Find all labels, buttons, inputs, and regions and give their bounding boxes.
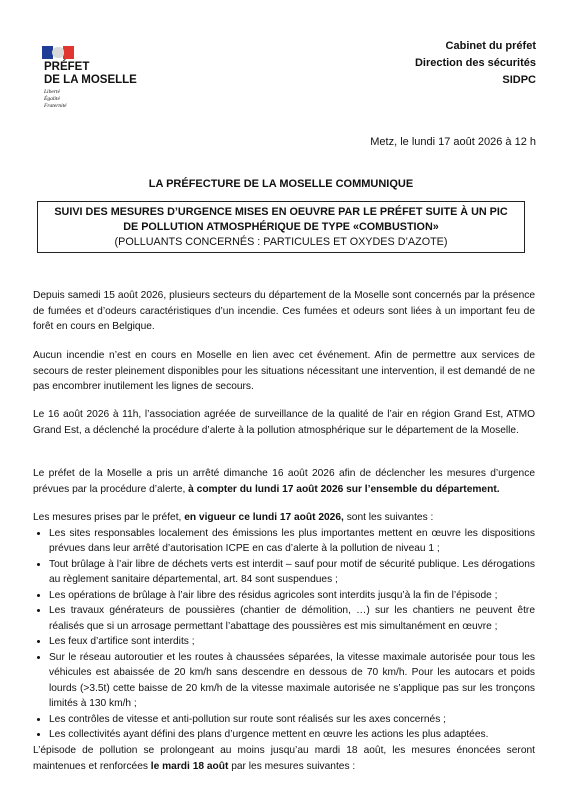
marianne-logo-flag <box>42 46 74 59</box>
measures-intro <box>33 510 535 526</box>
prefet-line-1: PRÉFET <box>44 61 90 73</box>
list-item: • Les feux d’artifice sont interdits ; <box>49 634 535 650</box>
paragraph-text: Le 16 août 2026 à 11h, l’association agréée de surveillance de la qualité de l’air en région Grand Est, ATMO Grand Est, a déclenché la procédure d’alerte à la pollution atmosphérique sur le département de la Moselle. <box>33 409 535 436</box>
title-line-2: DE POLLUTION ATMOSPHÉRIQUE DE TYPE «COMBUSTION» <box>123 221 439 233</box>
list-item: • Les opérations de brûlage à l’air libre des résidus agricoles sont interdits jusqu’à la fin de l’épisode ; <box>49 588 535 604</box>
department-header <box>415 38 536 89</box>
measures-section <box>33 510 535 743</box>
header-direction: Direction des sécurités <box>414 57 536 69</box>
paragraph-text <box>33 466 535 497</box>
list-item: • Les contrôles de vitesse et anti-pollution sur route sont réalisés sur les axes concernés ; <box>49 712 535 728</box>
paragraph-text: Depuis samedi 15 août 2026, plusieurs secteurs du département de la Moselle sont concernés par la présence de fumées et d’odeurs caractéristiques d’un incendie. Ces fumées et odeurs sont liées à un important feu de forêt en cours en Belgique. <box>33 290 535 332</box>
paragraph-6-end: par les mesures suivantes : <box>228 760 356 772</box>
title-box <box>37 201 525 253</box>
measures-intro-end: sont les suivantes : <box>343 512 434 523</box>
paragraph-6 <box>33 743 535 774</box>
list-item: • Tout brûlage à l’air libre de déchets verts est interdit – sauf pour motif de sécurité publique. Les dérogations au règlement sanitaire départemental, art. 84 sont suspendues ; <box>49 557 535 588</box>
motto-egalite: Égalité <box>44 96 60 102</box>
motto-fraternite: Fraternité <box>44 103 67 109</box>
paragraph-4-text: Le préfet de la Moselle a pris un arrêté dimanche 16 août 2026 afin de déclencher les mesures d’urgence prévues par la procédure d’alerte, <box>33 468 535 495</box>
paragraph-6-bold: le mardi 18 août <box>150 760 229 772</box>
list-item: • Les travaux générateurs de poussières (chantier de démolition, …) sur les chantiers ne peuvent être réalisés que si un arrosage permettant l’abattage des poussières est mis simultanément en œuvre ; <box>49 603 535 634</box>
paragraph-6-text: L’épisode de pollution se prolongeant au moins jusqu’au mardi 18 août, les mesures énoncées seront maintenues et renforcées <box>33 745 535 772</box>
paragraph-text <box>33 743 535 774</box>
measures-list <box>33 526 535 743</box>
document-date: Metz, le lundi 17 août 2026 à 12 h <box>370 136 536 148</box>
list-item: • Sur le réseau autoroutier et les routes à chaussées séparées, la vitesse maximale autorisée pour tous les véhicules est abaissée de 20 km/h sans descendre en dessous de 70 km/h. Pour les autocars et poids lourds (>3.5t) cette baisse de 20 km/h de la vitesse maximale autorisée ne s’applique pas sur les tronçons limités à 130 km/h ; <box>49 650 535 712</box>
paragraph-1 <box>33 288 535 335</box>
paragraph-4 <box>33 466 535 497</box>
list-item: • Les sites responsables localement des émissions les plus importantes mettent en œuvre les dispositions prévues dans leur arrêté d’autorisation ICPE en cas d’alerte à la pollution de niveau 1 ; <box>49 526 535 557</box>
measures-intro-bold: en vigueur ce lundi 17 août 2026, <box>184 512 344 523</box>
prefecture-name <box>44 61 137 87</box>
list-item: • Les collectivités ayant défini des plans d’urgence mettent en œuvre les actions les plus adaptées. <box>49 727 535 743</box>
paragraph-text: Aucun incendie n’est en cours en Moselle en lien avec cet événement. Afin de permettre aux services de secours de rester pleinement disponibles pour les situations nécessitant une intervention, il est demandé de ne pas encombrer inutilement les lignes de secours. <box>33 350 535 392</box>
communique-heading: LA PRÉFECTURE DE LA MOSELLE COMMUNIQUE <box>148 178 414 190</box>
paragraph-3 <box>33 407 535 438</box>
paragraph-2 <box>33 348 535 395</box>
republic-motto <box>44 89 67 110</box>
header-service: SIDPC <box>502 74 536 86</box>
motto-liberte: Liberté <box>44 89 60 95</box>
header-cabinet: Cabinet du préfet <box>445 40 536 52</box>
title-subtitle: (POLLUANTS CONCERNÉS : PARTICULES ET OXYDES D’AZOTE) <box>114 236 448 248</box>
prefet-line-2: DE LA MOSELLE <box>44 74 137 86</box>
paragraph-4-bold: à compter du lundi 17 août 2026 sur l’ensemble du département. <box>188 483 500 495</box>
title-line-1: SUIVI DES MESURES D’URGENCE MISES EN OEUVRE PAR LE PRÉFET SUITE À UN PIC <box>54 206 508 218</box>
measures-intro-text: Les mesures prises par le préfet, <box>33 512 185 523</box>
